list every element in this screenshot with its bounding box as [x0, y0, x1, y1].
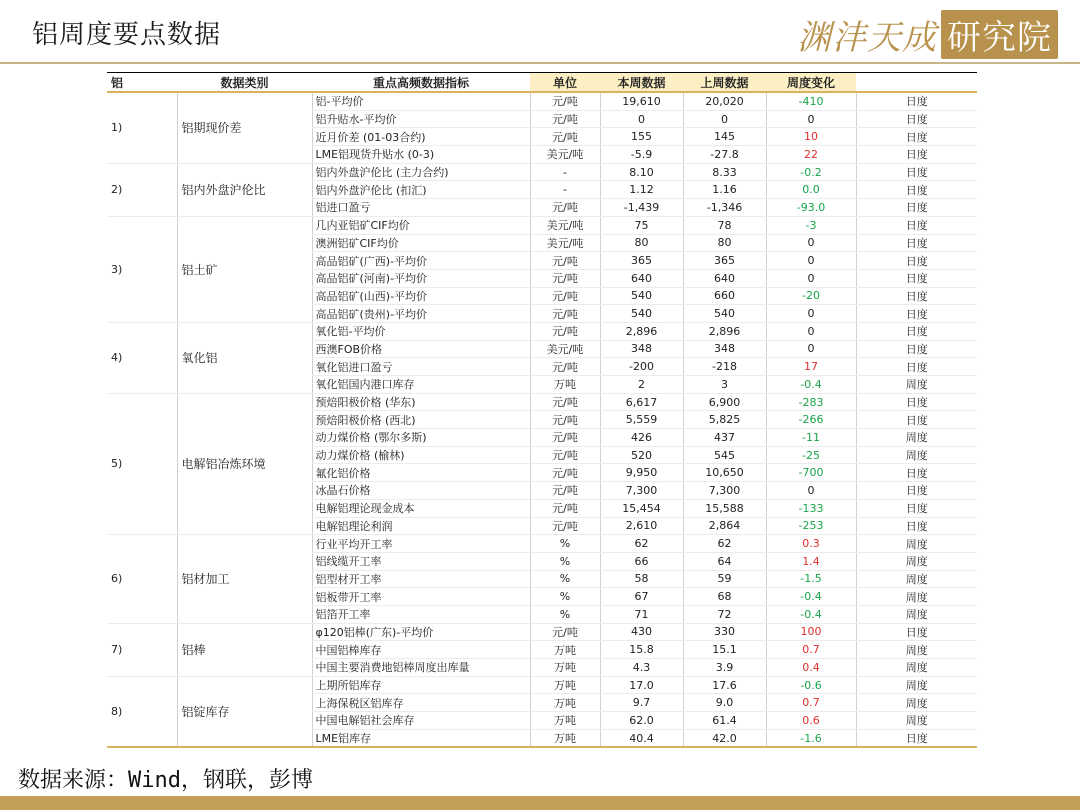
last-week-cell: 1.16: [683, 181, 766, 199]
group-category: 铝棒: [177, 623, 312, 676]
page-title: 铝周度要点数据: [32, 20, 222, 50]
indicator-cell: 氧化铝进口盈亏: [312, 358, 530, 376]
last-week-cell: 17.6: [683, 676, 766, 694]
change-cell: 0.7: [766, 694, 856, 712]
indicator-cell: 冰晶石价格: [312, 482, 530, 500]
group-index: 3): [107, 216, 177, 322]
frequency-cell: 日度: [856, 92, 977, 110]
frequency-cell: 日度: [856, 163, 977, 181]
frequency-cell: 日度: [856, 305, 977, 323]
footer-bar: [0, 796, 1080, 810]
last-week-cell: 348: [683, 340, 766, 358]
indicator-cell: 铝-平均价: [312, 92, 530, 110]
change-cell: 0.4: [766, 659, 856, 677]
indicator-cell: 高品铝矿(贵州)-平均价: [312, 305, 530, 323]
unit-cell: %: [530, 605, 600, 623]
group-index: 8): [107, 676, 177, 747]
last-week-cell: 540: [683, 305, 766, 323]
last-week-cell: 6,900: [683, 393, 766, 411]
change-cell: -700: [766, 464, 856, 482]
change-cell: 0: [766, 252, 856, 270]
change-cell: -1.6: [766, 729, 856, 747]
frequency-cell: 周度: [856, 552, 977, 570]
this-week-cell: 7,300: [600, 482, 683, 500]
unit-cell: 万吨: [530, 729, 600, 747]
change-cell: -25: [766, 446, 856, 464]
frequency-cell: 日度: [856, 482, 977, 500]
frequency-cell: 日度: [856, 181, 977, 199]
group-index: 7): [107, 623, 177, 676]
frequency-cell: 日度: [856, 393, 977, 411]
frequency-cell: 日度: [856, 322, 977, 340]
unit-cell: %: [530, 588, 600, 606]
last-week-cell: 15.1: [683, 641, 766, 659]
indicator-cell: 中国主要消费地铝棒周度出库量: [312, 659, 530, 677]
change-cell: -1.5: [766, 570, 856, 588]
last-week-cell: 5,825: [683, 411, 766, 429]
last-week-cell: -27.8: [683, 146, 766, 164]
unit-cell: 元/吨: [530, 128, 600, 146]
change-cell: -0.4: [766, 376, 856, 394]
unit-cell: 万吨: [530, 641, 600, 659]
table-row: [107, 92, 977, 110]
last-week-cell: 0: [683, 110, 766, 128]
change-cell: 0: [766, 269, 856, 287]
indicator-cell: 氧化铝-平均价: [312, 322, 530, 340]
col-header-this-week: 本周数据: [600, 73, 683, 93]
frequency-cell: 日度: [856, 729, 977, 747]
this-week-cell: 640: [600, 269, 683, 287]
group-index: 6): [107, 535, 177, 623]
frequency-cell: 周度: [856, 570, 977, 588]
indicator-cell: LME铝现货升贴水 (0-3): [312, 146, 530, 164]
unit-cell: 万吨: [530, 376, 600, 394]
this-week-cell: -5.9: [600, 146, 683, 164]
indicator-cell: 行业平均开工率: [312, 535, 530, 553]
frequency-cell: 日度: [856, 216, 977, 234]
group-category: 铝期现价差: [177, 92, 312, 163]
this-week-cell: 8.10: [600, 163, 683, 181]
table-row: [107, 535, 977, 553]
frequency-cell: 日度: [856, 287, 977, 305]
change-cell: -3: [766, 216, 856, 234]
indicator-cell: 高品铝矿(山西)-平均价: [312, 287, 530, 305]
this-week-cell: 2,896: [600, 322, 683, 340]
unit-cell: 美元/吨: [530, 146, 600, 164]
frequency-cell: 日度: [856, 128, 977, 146]
unit-cell: 元/吨: [530, 499, 600, 517]
frequency-cell: 周度: [856, 535, 977, 553]
indicator-cell: 电解铝理论现金成本: [312, 499, 530, 517]
unit-cell: 元/吨: [530, 482, 600, 500]
last-week-cell: 545: [683, 446, 766, 464]
last-week-cell: 9.0: [683, 694, 766, 712]
this-week-cell: 155: [600, 128, 683, 146]
frequency-cell: 日度: [856, 110, 977, 128]
this-week-cell: 62: [600, 535, 683, 553]
last-week-cell: 8.33: [683, 163, 766, 181]
col-header-unit: 单位: [530, 73, 600, 93]
last-week-cell: 640: [683, 269, 766, 287]
last-week-cell: 15,588: [683, 499, 766, 517]
this-week-cell: 2,610: [600, 517, 683, 535]
this-week-cell: 348: [600, 340, 683, 358]
change-cell: 0.7: [766, 641, 856, 659]
last-week-cell: 2,864: [683, 517, 766, 535]
this-week-cell: 2: [600, 376, 683, 394]
col-header-last-week: 上周数据: [683, 73, 766, 93]
indicator-cell: 动力煤价格 (榆林): [312, 446, 530, 464]
indicator-cell: 高品铝矿(河南)-平均价: [312, 269, 530, 287]
group-category: 氧化铝: [177, 322, 312, 393]
group-index: 1): [107, 92, 177, 163]
unit-cell: 元/吨: [530, 199, 600, 217]
unit-cell: %: [530, 535, 600, 553]
last-week-cell: 7,300: [683, 482, 766, 500]
last-week-cell: 59: [683, 570, 766, 588]
last-week-cell: 62: [683, 535, 766, 553]
last-week-cell: 68: [683, 588, 766, 606]
this-week-cell: 9.7: [600, 694, 683, 712]
frequency-cell: 周度: [856, 694, 977, 712]
indicator-cell: 氟化铝价格: [312, 464, 530, 482]
this-week-cell: 75: [600, 216, 683, 234]
unit-cell: -: [530, 181, 600, 199]
frequency-cell: 日度: [856, 234, 977, 252]
unit-cell: 元/吨: [530, 110, 600, 128]
indicator-cell: 中国铝棒库存: [312, 641, 530, 659]
frequency-cell: 周度: [856, 429, 977, 447]
unit-cell: 元/吨: [530, 411, 600, 429]
indicator-cell: 电解铝理论利润: [312, 517, 530, 535]
change-cell: 1.4: [766, 552, 856, 570]
this-week-cell: 58: [600, 570, 683, 588]
indicator-cell: 预焙阳极价格 (西北): [312, 411, 530, 429]
indicator-cell: φ120铝棒(广东)-平均价: [312, 623, 530, 641]
last-week-cell: 64: [683, 552, 766, 570]
change-cell: 0: [766, 234, 856, 252]
unit-cell: 元/吨: [530, 358, 600, 376]
frequency-cell: 周度: [856, 641, 977, 659]
this-week-cell: -200: [600, 358, 683, 376]
change-cell: -20: [766, 287, 856, 305]
header-rule: [0, 62, 1080, 64]
last-week-cell: 437: [683, 429, 766, 447]
this-week-cell: 80: [600, 234, 683, 252]
this-week-cell: 19,610: [600, 92, 683, 110]
change-cell: -0.4: [766, 605, 856, 623]
unit-cell: 万吨: [530, 712, 600, 730]
unit-cell: 元/吨: [530, 393, 600, 411]
last-week-cell: 2,896: [683, 322, 766, 340]
change-cell: -283: [766, 393, 856, 411]
unit-cell: %: [530, 570, 600, 588]
unit-cell: 元/吨: [530, 623, 600, 641]
indicator-cell: 上期所铝库存: [312, 676, 530, 694]
this-week-cell: 62.0: [600, 712, 683, 730]
indicator-cell: 几内亚铝矿CIF均价: [312, 216, 530, 234]
frequency-cell: 日度: [856, 623, 977, 641]
unit-cell: 元/吨: [530, 269, 600, 287]
indicator-cell: 铝线缆开工率: [312, 552, 530, 570]
unit-cell: 万吨: [530, 694, 600, 712]
change-cell: -93.0: [766, 199, 856, 217]
this-week-cell: 17.0: [600, 676, 683, 694]
last-week-cell: 20,020: [683, 92, 766, 110]
last-week-cell: 10,650: [683, 464, 766, 482]
this-week-cell: 540: [600, 305, 683, 323]
frequency-cell: 周度: [856, 659, 977, 677]
unit-cell: 美元/吨: [530, 234, 600, 252]
this-week-cell: 0: [600, 110, 683, 128]
last-week-cell: 145: [683, 128, 766, 146]
unit-cell: 万吨: [530, 676, 600, 694]
frequency-cell: 周度: [856, 605, 977, 623]
change-cell: 0: [766, 305, 856, 323]
last-week-cell: 660: [683, 287, 766, 305]
change-cell: 0: [766, 322, 856, 340]
col-header-metal: 铝: [107, 73, 177, 93]
indicator-cell: 铝板带开工率: [312, 588, 530, 606]
brand-logo: [797, 10, 1058, 59]
indicator-cell: 近月价差 (01-03合约): [312, 128, 530, 146]
indicator-cell: 铝进口盈亏: [312, 199, 530, 217]
unit-cell: 元/吨: [530, 287, 600, 305]
group-category: 电解铝冶炼环境: [177, 393, 312, 535]
last-week-cell: -1,346: [683, 199, 766, 217]
frequency-cell: 日度: [856, 269, 977, 287]
col-header-change: 周度变化: [766, 73, 856, 93]
indicator-cell: 澳洲铝矿CIF均价: [312, 234, 530, 252]
change-cell: 10: [766, 128, 856, 146]
this-week-cell: 520: [600, 446, 683, 464]
table-row: [107, 393, 977, 411]
frequency-cell: 周度: [856, 712, 977, 730]
frequency-cell: 日度: [856, 252, 977, 270]
unit-cell: 元/吨: [530, 429, 600, 447]
indicator-cell: 氧化铝国内港口库存: [312, 376, 530, 394]
indicator-cell: 动力煤价格 (鄂尔多斯): [312, 429, 530, 447]
group-category: 铝土矿: [177, 216, 312, 322]
last-week-cell: -218: [683, 358, 766, 376]
indicator-cell: 铝型材开工率: [312, 570, 530, 588]
last-week-cell: 80: [683, 234, 766, 252]
indicator-cell: 预焙阳极价格 (华东): [312, 393, 530, 411]
frequency-cell: 日度: [856, 199, 977, 217]
group-category: 铝锭库存: [177, 676, 312, 747]
last-week-cell: 365: [683, 252, 766, 270]
table-header-row: [107, 73, 977, 93]
table-row: [107, 623, 977, 641]
unit-cell: 万吨: [530, 659, 600, 677]
unit-cell: 元/吨: [530, 322, 600, 340]
change-cell: 22: [766, 146, 856, 164]
source-note: 数据来源：Wind，钢联，彭博: [18, 768, 313, 793]
indicator-cell: 铝升贴水-平均价: [312, 110, 530, 128]
last-week-cell: 42.0: [683, 729, 766, 747]
change-cell: 0: [766, 110, 856, 128]
last-week-cell: 3: [683, 376, 766, 394]
change-cell: -0.6: [766, 676, 856, 694]
last-week-cell: 78: [683, 216, 766, 234]
col-header-indicator: 重点高频数据指标: [312, 73, 530, 93]
frequency-cell: 日度: [856, 464, 977, 482]
unit-cell: 美元/吨: [530, 340, 600, 358]
frequency-cell: 周度: [856, 446, 977, 464]
change-cell: 100: [766, 623, 856, 641]
unit-cell: 元/吨: [530, 252, 600, 270]
frequency-cell: 日度: [856, 517, 977, 535]
indicator-cell: 上海保税区铝库存: [312, 694, 530, 712]
last-week-cell: 3.9: [683, 659, 766, 677]
this-week-cell: 1.12: [600, 181, 683, 199]
change-cell: 0.3: [766, 535, 856, 553]
this-week-cell: 67: [600, 588, 683, 606]
frequency-cell: 日度: [856, 411, 977, 429]
this-week-cell: 540: [600, 287, 683, 305]
this-week-cell: 6,617: [600, 393, 683, 411]
this-week-cell: -1,439: [600, 199, 683, 217]
table-row: [107, 676, 977, 694]
change-cell: 0: [766, 340, 856, 358]
brand-boxed: 研究院: [941, 10, 1058, 59]
this-week-cell: 5,559: [600, 411, 683, 429]
this-week-cell: 365: [600, 252, 683, 270]
frequency-cell: 日度: [856, 146, 977, 164]
change-cell: 0.6: [766, 712, 856, 730]
unit-cell: 元/吨: [530, 517, 600, 535]
this-week-cell: 4.3: [600, 659, 683, 677]
indicator-cell: 铝内外盘沪伦比 (主力合约): [312, 163, 530, 181]
frequency-cell: 日度: [856, 358, 977, 376]
col-header-category: 数据类别: [177, 73, 312, 93]
group-category: 铝材加工: [177, 535, 312, 623]
this-week-cell: 15,454: [600, 499, 683, 517]
frequency-cell: 日度: [856, 499, 977, 517]
change-cell: 17: [766, 358, 856, 376]
unit-cell: 元/吨: [530, 464, 600, 482]
this-week-cell: 9,950: [600, 464, 683, 482]
table-row: [107, 322, 977, 340]
change-cell: 0: [766, 482, 856, 500]
this-week-cell: 40.4: [600, 729, 683, 747]
group-index: 5): [107, 393, 177, 535]
change-cell: -133: [766, 499, 856, 517]
data-table-wrap: [107, 72, 977, 748]
table-body: [107, 92, 977, 747]
this-week-cell: 66: [600, 552, 683, 570]
unit-cell: -: [530, 163, 600, 181]
group-index: 4): [107, 322, 177, 393]
group-index: 2): [107, 163, 177, 216]
frequency-cell: 周度: [856, 588, 977, 606]
change-cell: -0.2: [766, 163, 856, 181]
change-cell: -266: [766, 411, 856, 429]
table-row: [107, 216, 977, 234]
data-table: [107, 72, 977, 748]
unit-cell: 元/吨: [530, 92, 600, 110]
change-cell: -410: [766, 92, 856, 110]
last-week-cell: 72: [683, 605, 766, 623]
col-header-blank: [856, 73, 977, 93]
brand-script: 渊沣天成: [797, 18, 937, 58]
unit-cell: 元/吨: [530, 305, 600, 323]
unit-cell: 元/吨: [530, 446, 600, 464]
frequency-cell: 周度: [856, 676, 977, 694]
change-cell: -11: [766, 429, 856, 447]
indicator-cell: 西澳FOB价格: [312, 340, 530, 358]
indicator-cell: 铝内外盘沪伦比 (扣汇): [312, 181, 530, 199]
unit-cell: %: [530, 552, 600, 570]
indicator-cell: 高品铝矿(广西)-平均价: [312, 252, 530, 270]
change-cell: -0.4: [766, 588, 856, 606]
group-category: 铝内外盘沪伦比: [177, 163, 312, 216]
last-week-cell: 61.4: [683, 712, 766, 730]
this-week-cell: 426: [600, 429, 683, 447]
frequency-cell: 日度: [856, 340, 977, 358]
frequency-cell: 周度: [856, 376, 977, 394]
indicator-cell: LME铝库存: [312, 729, 530, 747]
change-cell: 0.0: [766, 181, 856, 199]
this-week-cell: 15.8: [600, 641, 683, 659]
indicator-cell: 中国电解铝社会库存: [312, 712, 530, 730]
unit-cell: 美元/吨: [530, 216, 600, 234]
this-week-cell: 430: [600, 623, 683, 641]
table-row: [107, 163, 977, 181]
change-cell: -253: [766, 517, 856, 535]
this-week-cell: 71: [600, 605, 683, 623]
indicator-cell: 铝箔开工率: [312, 605, 530, 623]
last-week-cell: 330: [683, 623, 766, 641]
